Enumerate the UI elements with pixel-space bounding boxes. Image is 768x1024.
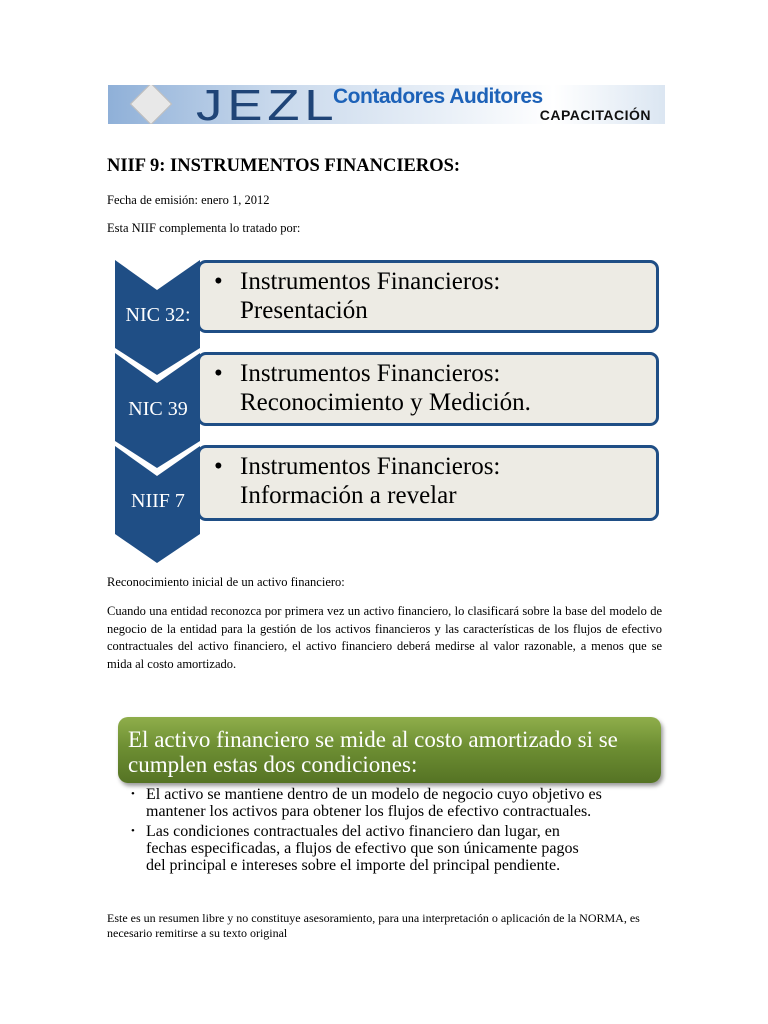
condition-item: • Las condiciones contractuales del activo financiero dan lugar, en fechas especificadas, a flujos de efectivo que son únicamente pagos del principal e intereses sobre el importe del principal pendiente. bbox=[131, 823, 579, 874]
logo-line1: Contadores Auditores bbox=[333, 85, 543, 108]
condition-line: del principal e intereses sobre el importe del principal pendiente. bbox=[146, 857, 561, 874]
conditions-title: El activo financiero se mide al costo amortizado si se cumplen estas dos condiciones: bbox=[118, 717, 661, 783]
box-line: Información a revelar bbox=[240, 482, 457, 509]
logo-line2: CAPACITACIÓN bbox=[539, 107, 651, 123]
condition-item: • El activo se mantiene dentro de un modelo de negocio cuyo objetivo es mantener los activos para obtener los flujos de efectivo contractuales. bbox=[131, 786, 602, 820]
section-heading: Reconocimiento inicial de un activo financiero: bbox=[107, 575, 345, 589]
diagram-box: • Instrumentos Financieros: Presentación bbox=[197, 260, 659, 333]
intro-text: Esta NIIF complementa lo tratado por: bbox=[107, 221, 301, 235]
diagram-box: • Instrumentos Financieros: Reconocimiento y Medición. bbox=[197, 352, 659, 426]
page-title: NIIF 9: INSTRUMENTOS FINANCIEROS: bbox=[107, 156, 461, 176]
chevron-label: NIIF 7 bbox=[131, 490, 185, 512]
logo-brand: JEZL bbox=[196, 85, 339, 124]
box-line: Presentación bbox=[240, 297, 368, 324]
chevron-label: NIC 39 bbox=[128, 398, 188, 420]
condition-line: Las condiciones contractuales del activo financiero dan lugar, en bbox=[146, 823, 560, 840]
body-paragraph: Cuando una entidad reconozca por primera vez un activo financiero, lo clasificará sobre la base del modelo de negocio de la entidad para la gestión de los activos financieros y las características de los flujos de efectivo contractuales del activo financiero, el activo financiero deberá medirse al valor razonable, a menos que se mida al costo amortizado. bbox=[107, 604, 662, 671]
chevron-label: NIC 32: bbox=[125, 304, 191, 326]
box-line: Instrumentos Financieros: bbox=[240, 360, 501, 387]
box-line: Instrumentos Financieros: bbox=[240, 268, 501, 295]
issue-date: Fecha de emisión: enero 1, 2012 bbox=[107, 193, 270, 207]
condition-line: mantener los activos para obtener los flujos de efectivo contractuales. bbox=[146, 803, 592, 820]
condition-line: fechas especificadas, a flujos de efectivo que son únicamente pagos bbox=[146, 840, 579, 857]
disclaimer: Este es un resumen libre y no constituye asesoramiento, para una interpretación o aplicación de la NORMA, es necesario remitirse a su texto original bbox=[107, 911, 640, 940]
diagram-box: • Instrumentos Financieros: Información a revelar bbox=[197, 445, 659, 521]
condition-line: El activo se mantiene dentro de un modelo de negocio cuyo objetivo es bbox=[146, 786, 602, 803]
box-line: Instrumentos Financieros: bbox=[240, 453, 501, 480]
box-line: Reconocimiento y Medición. bbox=[240, 389, 531, 416]
